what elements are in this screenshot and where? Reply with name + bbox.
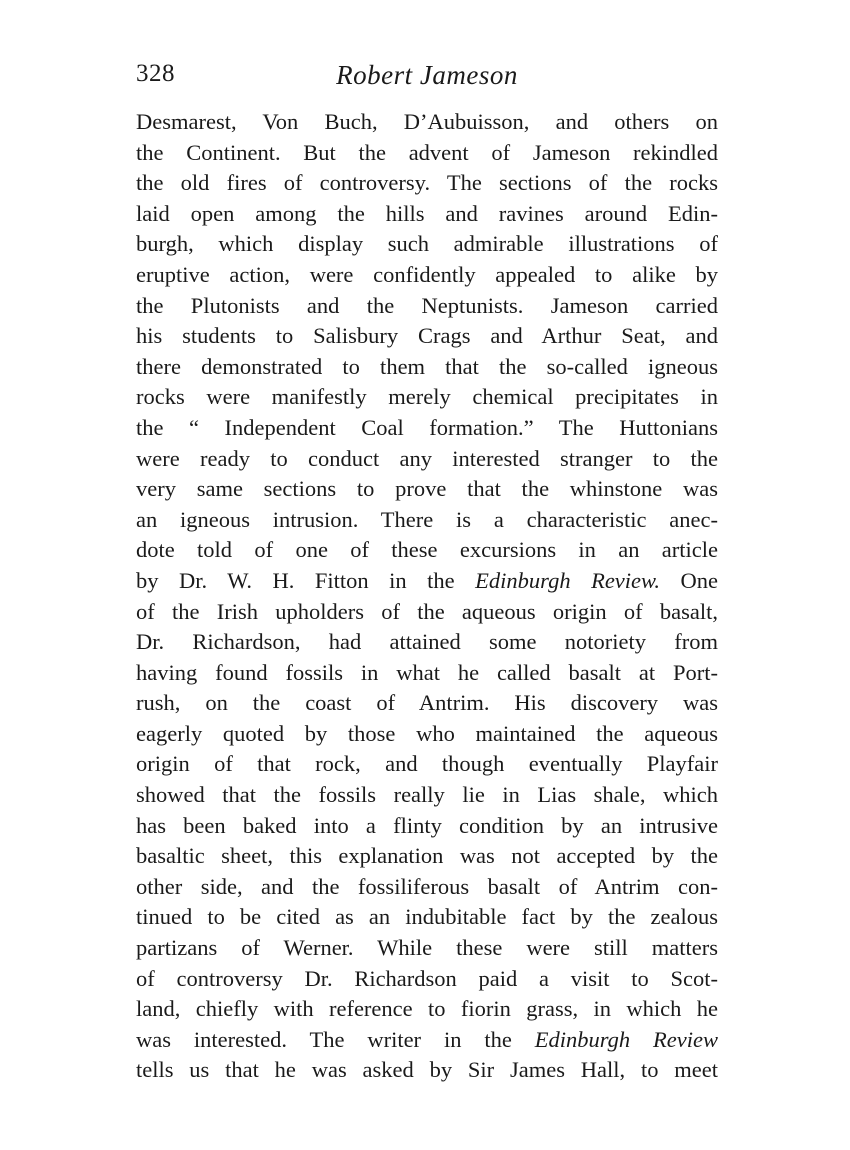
text-line: origin of that rock, and though eventually Playfair [136, 751, 718, 777]
text-line: eruptive action, were confidently appealed to alike by [136, 261, 718, 287]
text-line: the “ Independent Coal formation.” The Huttonians [136, 414, 718, 440]
text-line: Desmarest, Von Buch, D’Aubuisson, and others on [136, 109, 718, 134]
body-text [136, 107, 718, 1086]
text-line: the Plutonists and the Neptunists. Jameson carried [136, 292, 718, 318]
text-line: his students to Salisbury Crags and Arthur Seat, and [136, 323, 718, 349]
text-line: basaltic sheet, this explanation was not accepted by the [136, 843, 718, 869]
journal-title: Edinburgh Review [534, 1026, 718, 1052]
text-line: very same sections to prove that the whinstone was [136, 476, 718, 502]
text-line: an igneous intrusion. There is a characteristic anec- [136, 506, 718, 532]
text-line: was interested. The writer in the Edinburgh Review [136, 1026, 718, 1052]
text-line: eagerly quoted by those who maintained the aqueous [136, 720, 718, 746]
page-header [136, 60, 718, 94]
text-line: of the Irish upholders of the aqueous origin of basalt, [136, 598, 718, 624]
page-number: 328 [136, 60, 175, 87]
text-line: dote told of one of these excursions in an article [136, 537, 718, 563]
text-line: having found fossils in what he called basalt at Port- [136, 659, 718, 685]
text-line: tells us that he was asked by Sir James Hall, to meet [136, 1057, 718, 1083]
text-line: the old fires of controversy. The sections of the rocks [136, 170, 718, 196]
text-line: rush, on the coast of Antrim. His discovery was [136, 690, 718, 716]
text-line: laid open among the hills and ravines around Edin- [136, 200, 718, 226]
text-line: burgh, which display such admirable illustrations of [136, 231, 718, 257]
text-line: by Dr. W. H. Fitton in the Edinburgh Review. One [136, 567, 718, 593]
text-line: Dr. Richardson, had attained some notoriety from [136, 629, 718, 655]
text-line: showed that the fossils really lie in Lias shale, which [136, 782, 718, 808]
text-line: were ready to conduct any interested stranger to the [136, 445, 718, 471]
text-line: partizans of Werner. While these were still matters [136, 935, 718, 961]
text-line: tinued to be cited as an indubitable fact by the zealous [136, 904, 718, 930]
text-line: land, chiefly with reference to fiorin grass, in which he [136, 996, 718, 1022]
text-line: has been baked into a flinty condition by an intrusive [136, 812, 718, 838]
journal-title: Edinburgh Review. [475, 567, 660, 593]
text-line: the Continent. But the advent of Jameson rekindled [136, 139, 718, 165]
text-line: rocks were manifestly merely chemical precipitates in [136, 384, 718, 410]
text-line: of controversy Dr. Richardson paid a visit to Scot- [136, 965, 718, 991]
text-line: there demonstrated to them that the so-called igneous [136, 353, 718, 379]
text-line: other side, and the fossiliferous basalt of Antrim con- [136, 873, 718, 899]
running-head: Robert Jameson [336, 60, 518, 90]
